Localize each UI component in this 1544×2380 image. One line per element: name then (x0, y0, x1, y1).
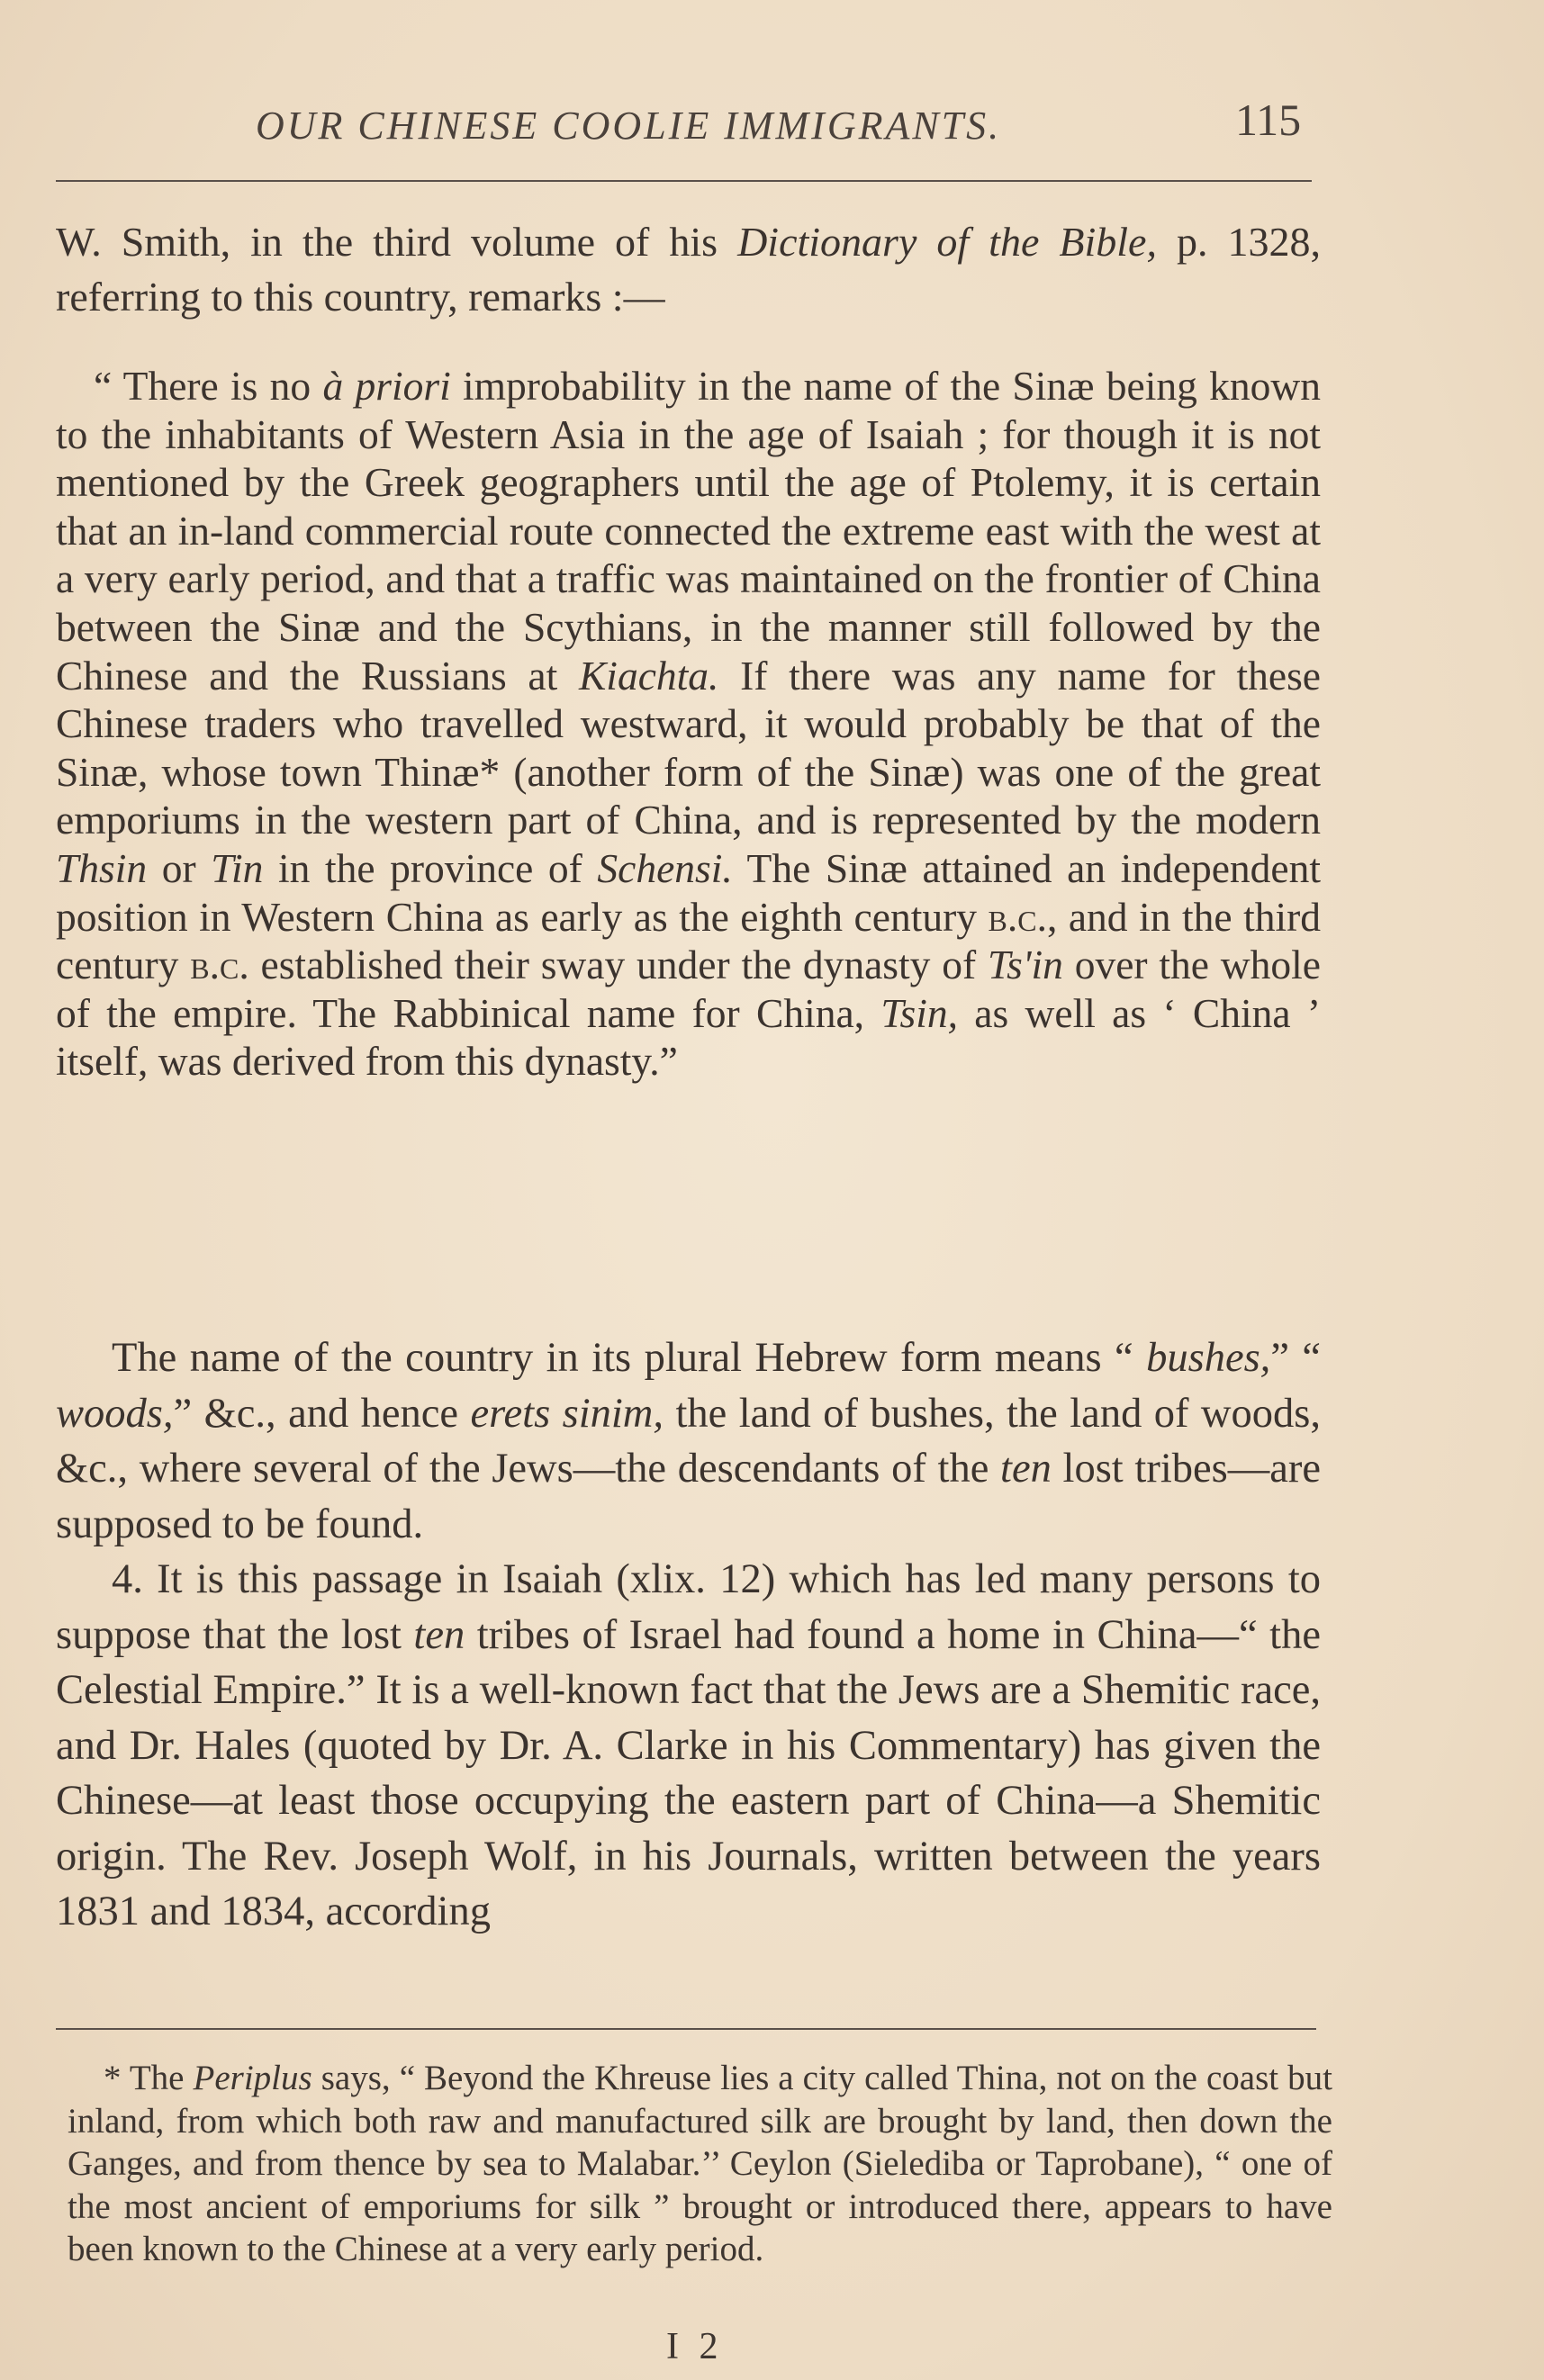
quote-small-caps: b.c. (190, 942, 249, 988)
intro-paragraph (56, 214, 1321, 324)
quote-text: , and in the third century (56, 893, 1322, 988)
footnote-text: * The (104, 2059, 194, 2097)
intro-book-title: Dictionary of the Bible, (737, 219, 1157, 265)
running-title: OUR CHINESE COOLIE IMMIGRANTS. (256, 104, 1002, 148)
quote-text: The Sinæ attained an independent position in Western China as early as the eighth century (56, 844, 1321, 940)
footnote-italic: Periplus (193, 2059, 312, 2097)
body-italic: woods, (56, 1390, 174, 1437)
quote-text: as well as ‘ China ’ itself, was derived from this dynasty.” (56, 989, 1321, 1085)
page-number: 115 (1235, 95, 1302, 145)
quote-italic: Tin (211, 844, 264, 891)
paragraph-plural-hebrew (56, 1330, 1321, 1552)
intro-text-2: p. 1328, referring to this country, remarks :— (56, 219, 1322, 320)
quote-text: “ There is no (94, 363, 323, 409)
footnote-rule (56, 2028, 1316, 2030)
quote-text: improbability in the name of the Sinæ being known to the inhabitants of Western Asia in the age of Isaiah ; for though it is not mentioned by the Greek geographers until the age of Ptolemy, it is certain that an in-land commercial route connected the extreme east with the west at a very early period, and that a traffic was maintained on the frontier of China between the Sinæ and the Scythians, in the manner still followed by the Chinese and the Russians at (56, 363, 1322, 699)
body-text (56, 1330, 1321, 1940)
quote-italic: Ts'in (987, 942, 1063, 988)
signature-mark: I 2 (666, 2326, 724, 2367)
paragraph-4-isaiah (56, 1552, 1321, 1940)
body-text-run: ” “ (1270, 1335, 1322, 1381)
quote-small-caps: b.c. (988, 893, 1047, 940)
body-text-run: lost tribes—are supposed to be found. (56, 1446, 1321, 1547)
header-rule (56, 180, 1312, 182)
body-text-run: The name of the country in its plural Hebrew form means “ (112, 1335, 1147, 1381)
body-italic: ten (1000, 1446, 1052, 1492)
quote-italic: Schensi. (597, 844, 733, 891)
quote-text: in the province of (263, 844, 598, 891)
intro-text-1: W. Smith, in the third volume of his (56, 219, 738, 265)
quote-italic: à priori (322, 363, 451, 409)
quote-text: established their sway under the dynasty of (248, 942, 988, 988)
quote-italic: Tsin, (880, 989, 958, 1036)
block-quote (56, 362, 1321, 1086)
body-italic: bushes, (1146, 1335, 1271, 1381)
body-text-run: tribes of Israel had found a home in China—“ the Celestial Empire.” It is a well-known fact that the Jews are a Shemitic race, and Dr. Hales (quoted by Dr. A. Clarke in his Commentary) has given the Chinese—at least those occupying the eastern part of China—a Shemitic origin. The Rev. Joseph Wolf, in his Journals, written between the years 1831 and 1834, according (56, 1611, 1321, 1934)
body-text-run: the land of bushes, the land of woods, &c., where several of the Jews—the descendants of the (56, 1390, 1321, 1492)
quote-text: or (147, 844, 212, 891)
quote-text: over the whole of the empire. The Rabbinical name for China, (56, 942, 1321, 1036)
page-header (56, 92, 1316, 155)
footnote-text: says, “ Beyond the Khreuse lies a city called Thina, not on the coast but inland, from which both raw and manufactured silk are brought by land, then down the Ganges, and from thence by sea to Malabar.’’ Ceylon (Sielediba or Taprobane), “ one of the most ancient of emporiums for silk ” brought or introduced there, appears to have been known to the Chinese at a very early period. (68, 2059, 1332, 2268)
body-italic: ten (413, 1611, 465, 1658)
body-italic: erets sinim, (470, 1390, 664, 1437)
quote-italic: Thsin (56, 844, 148, 891)
body-text-run: 4. It is this passage in Isaiah (xlix. 12) which has led many persons to suppose that the lost (56, 1556, 1321, 1658)
quote-italic: Kiachta. (578, 652, 719, 699)
body-text-run: ” &c., and hence (173, 1390, 471, 1437)
footnote (68, 2057, 1332, 2271)
quote-text: If there was any name for these Chinese traders who travelled westward, it would probably be that of the Sinæ, whose town Thinæ* (another form of the Sinæ) was one of the great emporiums in the western part of China, and is represented by the modern (56, 652, 1321, 843)
